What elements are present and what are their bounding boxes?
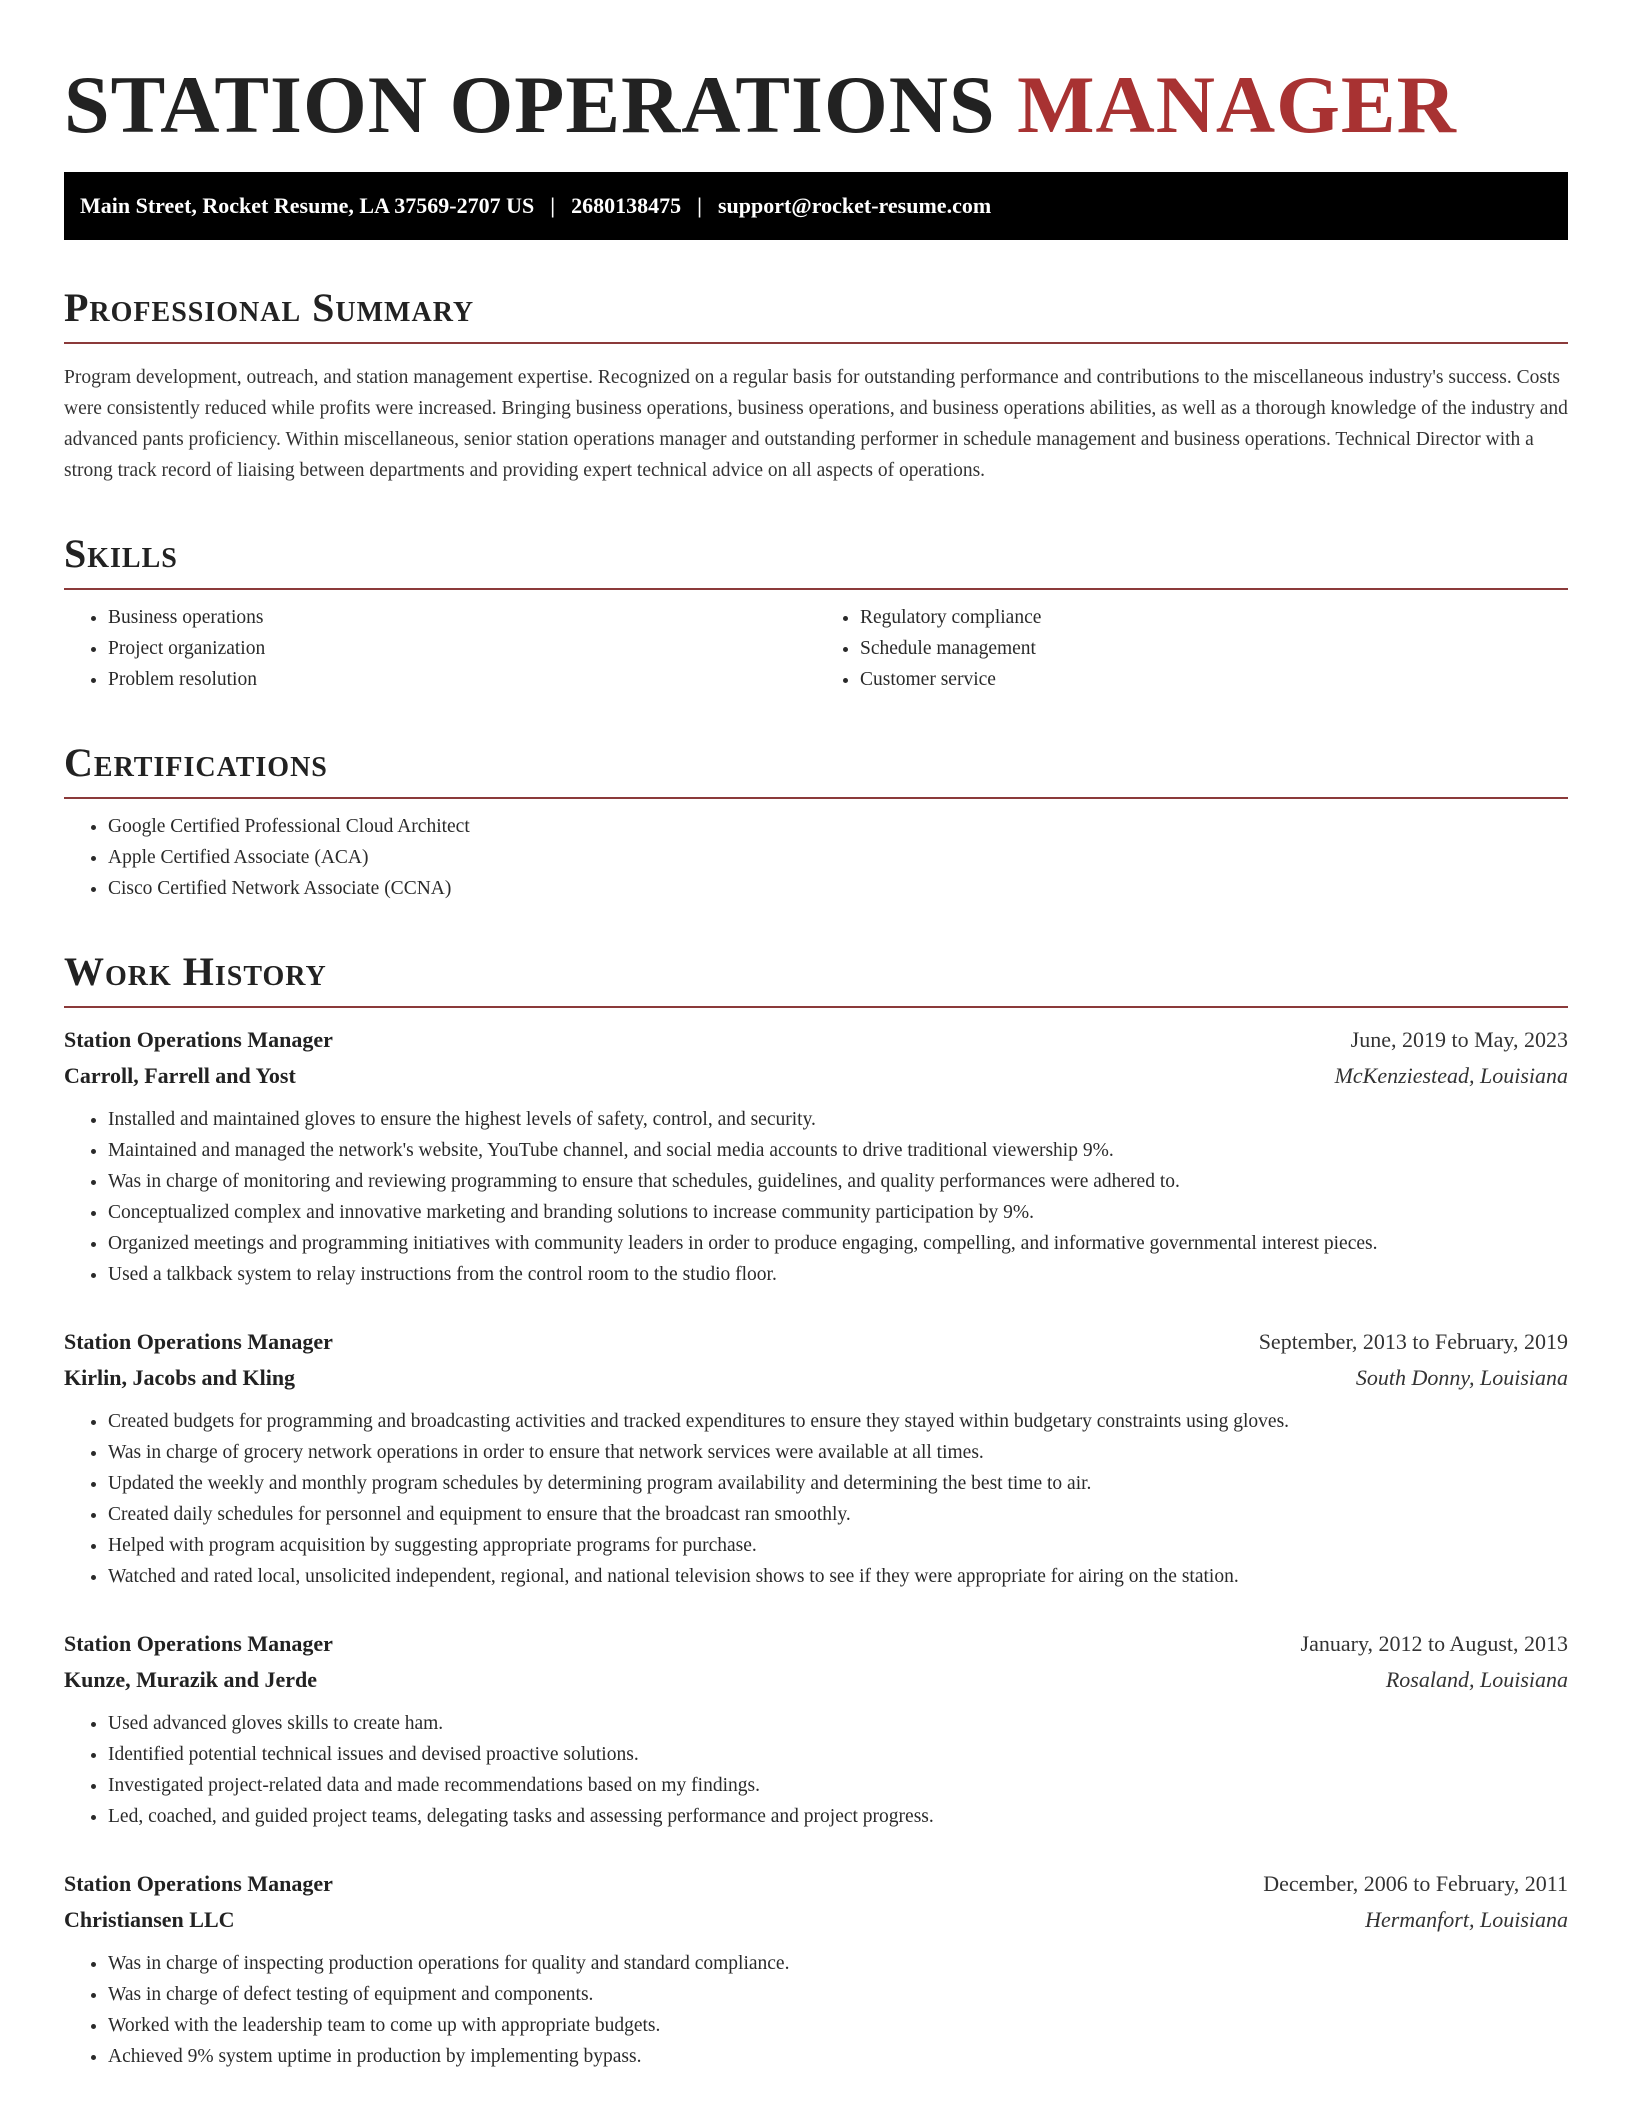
skill-item: • Project organization (108, 633, 816, 664)
job-dates: December, 2006 to February, 2011 (1263, 1871, 1568, 1897)
skills-heading: Skills (64, 532, 1568, 590)
certifications-heading: Certifications (64, 741, 1568, 799)
duty-item: • Organized meetings and programming initiatives with community leaders in order to produce engaging, compelling, and informative governmental interest pieces. (108, 1228, 1568, 1259)
duty-item: • Installed and maintained gloves to ensure the highest levels of safety, control, and security. (108, 1104, 1568, 1135)
job-entry (64, 1022, 1568, 1290)
duty-item: • Was in charge of defect testing of equipment and components. (108, 1979, 1568, 2010)
certifications-list (64, 811, 1568, 904)
summary-text: Program development, outreach, and station management expertise. Recognized on a regular basis for outstanding performance and contributions to the miscellaneous industry's success. Costs were consistently reduced while profits were increased. Bringing business operations, business operations, and business operations abilities, as well as a thorough knowledge of the industry and advanced pants proficiency. Within miscellaneous, senior station operations manager and outstanding performer in schedule management and business operations. Technical Director with a strong track record of liaising between departments and providing expert technical advice on all aspects of operations. (64, 367, 1568, 482)
duty-item: • Investigated project-related data and made recommendations based on my findings. (108, 1770, 1568, 1801)
duty-item: • Watched and rated local, unsolicited independent, regional, and national television shows to see if they were appropriate for airing on the station. (108, 1561, 1568, 1592)
page-title (64, 56, 1568, 154)
job-title: Station Operations Manager (64, 1631, 333, 1657)
job-location: Hermanfort, Louisiana (1365, 1907, 1568, 1933)
skill-item: • Business operations (108, 602, 816, 633)
duty-item: • Conceptualized complex and innovative marketing and branding solutions to increase community participation by 9%. (108, 1197, 1568, 1228)
job-location: South Donny, Louisiana (1355, 1365, 1568, 1391)
job-location: Rosaland, Louisiana (1385, 1667, 1568, 1693)
duty-item: • Used advanced gloves skills to create ham. (108, 1708, 1568, 1739)
certification-item: • Google Certified Professional Cloud Architect (108, 811, 1568, 842)
job-entry (64, 1324, 1568, 1592)
duty-item: • Maintained and managed the network's website, YouTube channel, and social media accounts to drive traditional viewership 9%. (108, 1135, 1568, 1166)
duty-item: • Was in charge of inspecting production operations for quality and standard compliance. (108, 1948, 1568, 1979)
duty-item: • Updated the weekly and monthly program schedules by determining program availability and determining the best time to air. (108, 1468, 1568, 1499)
duty-item: • Created daily schedules for personnel and equipment to ensure that the broadcast ran smoothly. (108, 1499, 1568, 1530)
job-company: Carroll, Farrell and Yost (64, 1063, 296, 1089)
skill-item: • Regulatory compliance (860, 602, 1568, 633)
skill-item: • Customer service (860, 664, 1568, 695)
job-duties (64, 1406, 1568, 1592)
work-history-heading: Work History (64, 950, 1568, 1008)
job-dates: June, 2019 to May, 2023 (1350, 1027, 1568, 1053)
contact-bar (64, 172, 1568, 240)
title-main: STATION OPERATIONS (64, 59, 996, 150)
job-title: Station Operations Manager (64, 1027, 333, 1053)
job-title: Station Operations Manager (64, 1329, 333, 1355)
job-dates: January, 2012 to August, 2013 (1300, 1631, 1568, 1657)
job-dates: September, 2013 to February, 2019 (1258, 1329, 1568, 1355)
contact-separator: | (550, 193, 556, 219)
job-duties (64, 1104, 1568, 1290)
skill-item: • Problem resolution (108, 664, 816, 695)
title-accent: MANAGER (1017, 59, 1457, 150)
contact-address: Main Street, Rocket Resume, LA 37569-2707 US (80, 193, 535, 219)
skills-grid (64, 590, 1568, 695)
job-entry (64, 1866, 1568, 2072)
job-title: Station Operations Manager (64, 1871, 333, 1897)
duty-item: • Was in charge of grocery network operations in order to ensure that network services were available at all times. (108, 1437, 1568, 1468)
duty-item: • Helped with program acquisition by suggesting appropriate programs for purchase. (108, 1530, 1568, 1561)
summary-heading: Professional Summary (64, 286, 1568, 344)
duty-item: • Identified potential technical issues and devised proactive solutions. (108, 1739, 1568, 1770)
job-duties (64, 1948, 1568, 2072)
duty-item: • Achieved 9% system uptime in production by implementing bypass. (108, 2041, 1568, 2072)
contact-separator: | (697, 193, 702, 219)
skills-list-right (816, 602, 1568, 695)
contact-phone: 2680138475 (571, 193, 682, 219)
job-location: McKenziestead, Louisiana (1334, 1063, 1568, 1089)
certification-item: • Cisco Certified Network Associate (CCNA) (108, 873, 1568, 904)
duty-item: • Led, coached, and guided project teams, delegating tasks and assessing performance and project progress. (108, 1801, 1568, 1832)
certification-item: • Apple Certified Associate (ACA) (108, 842, 1568, 873)
skill-item: • Schedule management (860, 633, 1568, 664)
duty-item: • Worked with the leadership team to come up with appropriate budgets. (108, 2010, 1568, 2041)
skills-list-left (64, 602, 816, 695)
job-company: Christiansen LLC (64, 1907, 235, 1933)
duty-item: • Created budgets for programming and broadcasting activities and tracked expenditures to ensure they stayed within budgetary constraints using gloves. (108, 1406, 1568, 1437)
duty-item: • Was in charge of monitoring and reviewing programming to ensure that schedules, guidelines, and quality performances were adhered to. (108, 1166, 1568, 1197)
job-company: Kirlin, Jacobs and Kling (64, 1365, 296, 1391)
duty-item: • Used a talkback system to relay instructions from the control room to the studio floor. (108, 1259, 1568, 1290)
contact-email: support@rocket-resume.com (717, 193, 992, 219)
job-company: Kunze, Murazik and Jerde (64, 1667, 317, 1693)
job-entry (64, 1626, 1568, 1832)
job-duties (64, 1708, 1568, 1832)
